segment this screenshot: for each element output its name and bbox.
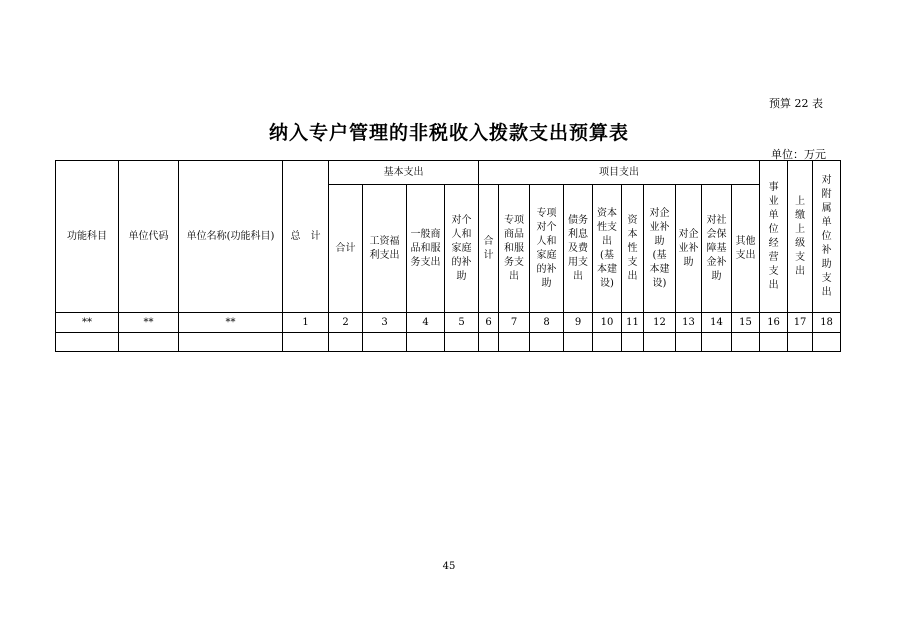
num-cell: 3 <box>363 313 407 333</box>
header-project-group: 项目支出 <box>479 161 760 185</box>
header-total: 总 计 <box>283 161 329 313</box>
header-basic-group: 基本支出 <box>329 161 479 185</box>
num-cell: 2 <box>329 313 363 333</box>
header-unit-code: 单位代码 <box>119 161 179 313</box>
header-basic-1: 合计 <box>335 242 356 254</box>
num-cell: ** <box>119 313 179 333</box>
data-cell <box>119 333 179 352</box>
data-cell <box>813 333 841 352</box>
num-cell: 5 <box>445 313 479 333</box>
budget-table <box>55 160 841 352</box>
header-unit-name: 单位名称(功能科目) <box>179 161 283 313</box>
header-basic-3: 一般商 品和服 务支出 <box>410 228 441 268</box>
data-cell <box>622 333 644 352</box>
page-number: 45 <box>442 561 456 572</box>
page-title: 纳入专户管理的非税收入拨款支出预算表 <box>268 122 629 144</box>
num-cell: 14 <box>702 313 732 333</box>
header-basic-4: 对个 人和 家庭 的补 助 <box>451 214 472 282</box>
data-cell <box>407 333 445 352</box>
header-func-subject: 功能科目 <box>56 161 119 313</box>
data-cell <box>760 333 788 352</box>
num-cell: 11 <box>622 313 644 333</box>
num-cell: 10 <box>593 313 622 333</box>
data-cell <box>479 333 499 352</box>
num-cell: 15 <box>732 313 760 333</box>
num-cell: 6 <box>479 313 499 333</box>
header-project-3: 专项 对个 人和 家庭 的补 助 <box>536 207 557 289</box>
header-other-3: 对 附 属 单 位 补 助 支 出 <box>821 174 832 298</box>
data-cell <box>732 333 760 352</box>
data-cell <box>363 333 407 352</box>
data-cell <box>593 333 622 352</box>
data-cell <box>702 333 732 352</box>
num-cell: 18 <box>813 313 841 333</box>
num-cell: 8 <box>530 313 564 333</box>
data-cell <box>788 333 813 352</box>
num-cell: 16 <box>760 313 788 333</box>
header-project-8: 对企 业补 助 <box>678 228 699 268</box>
num-cell: 7 <box>499 313 530 333</box>
data-cell <box>644 333 676 352</box>
header-project-1: 合 计 <box>483 235 494 261</box>
data-cell <box>329 333 363 352</box>
data-cell <box>445 333 479 352</box>
data-cell <box>564 333 593 352</box>
header-project-6: 资 本 性 支 出 <box>627 214 638 282</box>
num-cell: 4 <box>407 313 445 333</box>
num-cell: 1 <box>283 313 329 333</box>
num-cell: 13 <box>676 313 702 333</box>
data-cell <box>499 333 530 352</box>
header-project-2: 专项 商品 和服 务支 出 <box>504 214 524 282</box>
num-cell: ** <box>56 313 119 333</box>
form-number: 预算 22 表 <box>769 97 823 110</box>
header-project-5: 资本 性支 出 (基 本建 设) <box>597 207 617 289</box>
num-cell: 17 <box>788 313 813 333</box>
header-project-7: 对企 业补 助 (基 本建 设) <box>649 207 670 289</box>
header-project-4: 债务 利息 及费 用支 出 <box>568 214 588 282</box>
unit-label: 单位：万元 <box>771 148 826 161</box>
num-cell: ** <box>179 313 283 333</box>
data-cell <box>283 333 329 352</box>
data-cell <box>56 333 119 352</box>
data-cell <box>179 333 283 352</box>
header-other-1: 事 业 单 位 经 营 支 出 <box>768 181 779 291</box>
empty-data-row <box>56 333 841 352</box>
header-project-10: 其他 支出 <box>735 235 756 261</box>
header-other-2: 上 缴 上 级 支 出 <box>795 195 806 277</box>
data-cell <box>676 333 702 352</box>
num-cell: 9 <box>564 313 593 333</box>
num-cell: 12 <box>644 313 676 333</box>
numbering-row <box>56 313 841 333</box>
header-project-9: 对社 会保 障基 金补 助 <box>706 214 727 282</box>
header-basic-2: 工资福 利支出 <box>369 235 400 261</box>
data-cell <box>530 333 564 352</box>
